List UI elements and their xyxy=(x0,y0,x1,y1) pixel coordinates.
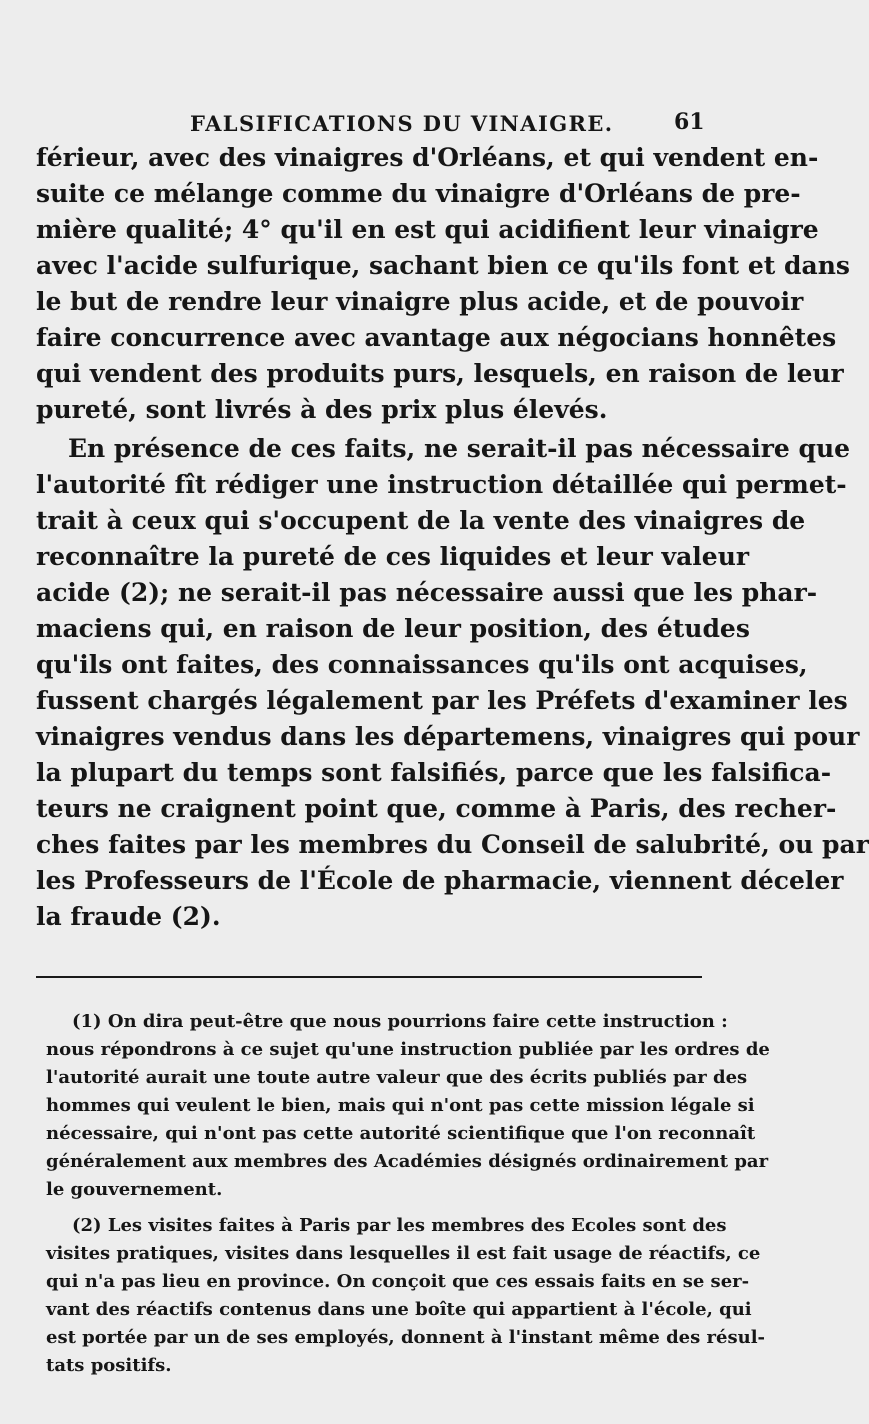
text-line: la fraude (2). xyxy=(36,902,221,931)
text-line: pureté, sont livrés à des prix plus élevés. xyxy=(36,395,608,424)
footnote-line: qui n'a pas lieu en province. On conçoit que ces essais faits en se ser- xyxy=(46,1271,750,1292)
footnote-line: nous répondrons à ce sujet qu'une instruction publiée par les ordres de xyxy=(46,1039,770,1060)
footnote-line: le gouvernement. xyxy=(46,1179,223,1200)
footnote-line: généralement aux membres des Académies désignés ordinairement par xyxy=(46,1151,769,1172)
page-header xyxy=(0,103,800,143)
footnote-line: (1) On dira peut-être que nous pourrions faire cette instruction : xyxy=(72,1011,728,1032)
text-line: qui vendent des produits purs, lesquels, en raison de leur xyxy=(36,359,844,388)
text-line: faire concurrence avec avantage aux négocians honnêtes xyxy=(36,323,837,352)
text-line: fussent chargés légalement par les Préfets d'examiner les xyxy=(36,686,848,715)
footnote-line: visites pratiques, visites dans lesquelles il est fait usage de réactifs, ce xyxy=(46,1243,761,1264)
footnote-divider xyxy=(36,976,702,978)
text-line: vinaigres vendus dans les départemens, vinaigres qui pour xyxy=(36,722,860,751)
footnote-line: est portée par un de ses employés, donnent à l'instant même des résul- xyxy=(46,1327,765,1348)
text-line: les Professeurs de l'École de pharmacie, viennent déceler xyxy=(36,866,844,895)
footnote-line: hommes qui veulent le bien, mais qui n'ont pas cette mission légale si xyxy=(46,1095,755,1116)
text-line: acide (2); ne serait-il pas nécessaire aussi que les phar- xyxy=(36,578,818,607)
text-line: maciens qui, en raison de leur position, des études xyxy=(36,614,750,643)
text-line: suite ce mélange comme du vinaigre d'Orléans de pre- xyxy=(36,179,801,208)
text-line: ches faites par les membres du Conseil de salubrité, ou par xyxy=(36,830,869,859)
page-number: 61 xyxy=(674,109,705,135)
text-line: reconnaître la pureté de ces liquides et leur valeur xyxy=(36,542,750,571)
text-line: l'autorité fît rédiger une instruction détaillée qui permet- xyxy=(36,470,847,499)
text-line: trait à ceux qui s'occupent de la vente des vinaigres de xyxy=(36,506,806,535)
text-line: le but de rendre leur vinaigre plus acide, et de pouvoir xyxy=(36,287,804,316)
text-line: la plupart du temps sont falsifiés, parce que les falsifica- xyxy=(36,758,832,787)
text-line: En présence de ces faits, ne serait-il pas nécessaire que xyxy=(68,434,851,463)
text-line: férieur, avec des vinaigres d'Orléans, et qui vendent en- xyxy=(36,143,819,172)
running-title: FALSIFICATIONS DU VINAIGRE. xyxy=(190,111,614,136)
footnote-line: tats positifs. xyxy=(46,1355,172,1376)
text-line: teurs ne craignent point que, comme à Paris, des recher- xyxy=(36,794,837,823)
text-line: avec l'acide sulfurique, sachant bien ce qu'ils font et dans xyxy=(36,251,850,280)
footnote-line: nécessaire, qui n'ont pas cette autorité scientifique que l'on reconnaît xyxy=(46,1123,756,1144)
footnote-line: l'autorité aurait une toute autre valeur que des écrits publiés par des xyxy=(46,1067,748,1088)
text-line: mière qualité; 4° qu'il en est qui acidifient leur vinaigre xyxy=(36,215,819,244)
text-line: qu'ils ont faites, des connaissances qu'ils ont acquises, xyxy=(36,650,808,679)
footnote-line: (2) Les visites faites à Paris par les membres des Ecoles sont des xyxy=(72,1215,727,1236)
footnote-line: vant des réactifs contenus dans une boîte qui appartient à l'école, qui xyxy=(46,1299,752,1320)
